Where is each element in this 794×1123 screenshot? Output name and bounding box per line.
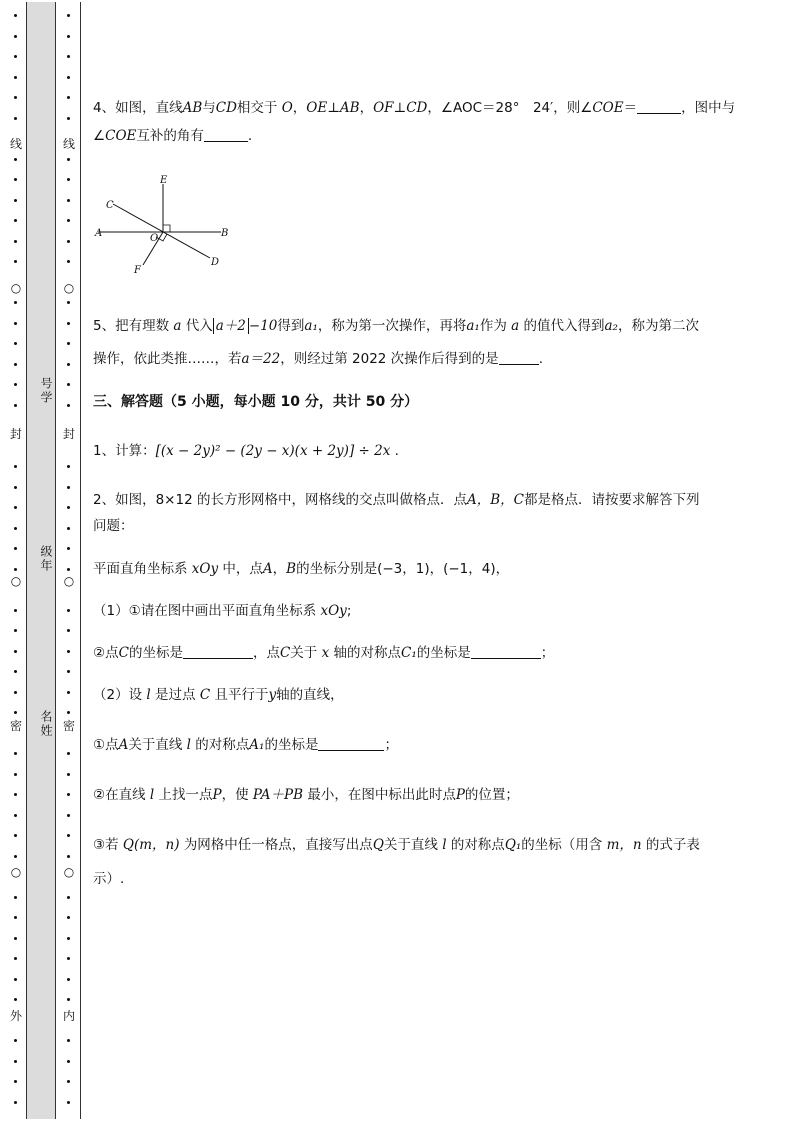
q5-line2: 操作，依此类推……，若a＝22，则经过第 2022 次操作后得到的是 . <box>93 351 543 367</box>
margin-label: 封 <box>9 427 22 441</box>
margin-dot <box>14 55 17 58</box>
margin-dot <box>67 793 70 796</box>
margin-dot <box>14 76 17 79</box>
margin-dot <box>14 834 17 837</box>
margin-dot <box>14 547 17 550</box>
s2-line1: 2、如图，8×12 的长方形网格中，网格线的交点叫做格点．点A，B，C都是格点．请按要求解答下列 <box>93 492 700 508</box>
label-d: D <box>211 257 220 268</box>
margin-dot <box>67 506 70 509</box>
margin-dot <box>67 978 70 981</box>
label-a: A <box>95 228 103 239</box>
margin-dot <box>67 342 70 345</box>
margin-dot <box>67 240 70 243</box>
margin-dot <box>67 363 70 366</box>
margin-dot <box>14 322 17 325</box>
margin-circle: ○ <box>10 574 22 588</box>
margin-dot <box>67 834 70 837</box>
margin-label: 密 <box>62 719 75 733</box>
margin-dot <box>67 96 70 99</box>
right-angle-mark <box>163 225 170 232</box>
margin-dot <box>67 547 70 550</box>
margin-dot <box>67 1080 70 1083</box>
margin-dot <box>14 773 17 776</box>
margin-dot <box>67 568 70 571</box>
margin-dot <box>14 793 17 796</box>
margin-dot <box>67 629 70 632</box>
answer-blank[interactable] <box>183 644 253 659</box>
s2-part2-2: ②在直线 l 上找一点P，使 PA＋PB 最小，在图中标出此时点P的位置； <box>93 787 519 803</box>
margin-dot <box>67 998 70 1001</box>
margin-label: 外 <box>9 1009 22 1023</box>
margin-dot <box>67 650 70 653</box>
margin-dot <box>67 486 70 489</box>
margin-circle: ○ <box>63 281 75 295</box>
margin-dot <box>67 199 70 202</box>
margin-dot <box>67 609 70 612</box>
margin-dot <box>67 896 70 899</box>
margin-dot <box>67 219 70 222</box>
margin-dot <box>67 773 70 776</box>
margin-dot <box>67 691 70 694</box>
margin-dot <box>14 199 17 202</box>
margin-dot <box>14 260 17 263</box>
label-b: B <box>221 228 229 239</box>
margin-dot <box>14 363 17 366</box>
margin-dot <box>67 1101 70 1104</box>
margin-dot <box>14 752 17 755</box>
answer-blank[interactable] <box>318 736 384 751</box>
margin-dot <box>14 691 17 694</box>
margin-dot <box>14 609 17 612</box>
margin-dot <box>67 1060 70 1063</box>
margin-dot <box>67 670 70 673</box>
margin-dot <box>67 814 70 817</box>
margin-dot <box>14 117 17 120</box>
margin-dot <box>14 178 17 181</box>
q4-line1: 4、如图，直线AB与CD相交于 O，OE⊥AB，OF⊥CD，∠AOC＝28° 24′，则∠COE＝ ，图中与 <box>93 100 736 116</box>
margin-dot <box>67 55 70 58</box>
margin-dot <box>67 301 70 304</box>
name-label: 名姓 <box>39 710 53 738</box>
margin-dot <box>67 527 70 530</box>
intersecting-lines-figure <box>93 170 243 280</box>
binding-margin <box>0 0 85 1123</box>
margin-dot <box>14 896 17 899</box>
margin-dot <box>14 916 17 919</box>
margin-dot <box>14 486 17 489</box>
margin-dot <box>14 937 17 940</box>
margin-dot <box>67 260 70 263</box>
s2-line3: 平面直角坐标系 xOy 中，点A，B的坐标分别是(−3，1)，(−1，4)， <box>93 561 510 577</box>
margin-dot <box>67 117 70 120</box>
margin-dot <box>14 650 17 653</box>
margin-dot <box>14 855 17 858</box>
margin-dot <box>67 752 70 755</box>
margin-dot <box>14 1039 17 1042</box>
margin-dot <box>14 711 17 714</box>
s2-part1-2: ②点C的坐标是 ，点C关于 x 轴的对称点C₁的坐标是 ； <box>93 645 555 661</box>
answer-blank[interactable] <box>471 644 541 659</box>
margin-dot <box>14 301 17 304</box>
margin-circle: ○ <box>63 574 75 588</box>
margin-dot <box>14 404 17 407</box>
margin-dot <box>14 1060 17 1063</box>
margin-label: 密 <box>9 719 22 733</box>
answer-blank[interactable] <box>637 99 681 114</box>
margin-dot <box>14 158 17 161</box>
label-o: O <box>150 233 159 244</box>
margin-dot <box>14 14 17 17</box>
margin-dot <box>14 629 17 632</box>
margin-dot <box>14 96 17 99</box>
margin-dot <box>14 670 17 673</box>
label-c: C <box>106 200 114 211</box>
margin-circle: ○ <box>10 865 22 879</box>
s2-part2-3: ③若 Q(m，n) 为网格中任一格点，直接写出点Q关于直线 l 的对称点Q₁的坐标（用含 m，n 的式子表 <box>93 837 700 853</box>
margin-dot <box>67 35 70 38</box>
s2-part2-3-cont: 示）. <box>93 871 125 887</box>
margin-dot <box>14 814 17 817</box>
margin-dot <box>67 158 70 161</box>
s1-line: 1、计算：[(x − 2y)² − (2y − x)(x + 2y)] ÷ 2x . <box>93 443 399 459</box>
margin-dot <box>14 998 17 1001</box>
q5-line1: 5、把有理数 a 代入 a＋2 −10得到a₁，称为第一次操作，再将a₁作为 a 的值代入得到a₂，称为第二次 <box>93 318 699 334</box>
margin-dot <box>67 957 70 960</box>
margin-dot <box>14 1101 17 1104</box>
label-f: F <box>134 265 141 276</box>
margin-dot <box>14 957 17 960</box>
margin-rule <box>80 2 81 1119</box>
margin-label: 线 <box>62 137 75 151</box>
inner-dot-line <box>62 4 76 1119</box>
student-id-label: 号学 <box>39 377 53 405</box>
s2-part1: （1）①请在图中画出平面直角坐标系 xOy; <box>93 603 352 619</box>
outer-dot-line <box>9 4 23 1119</box>
margin-label: 封 <box>62 427 75 441</box>
margin-dot <box>14 383 17 386</box>
q4-line2: ∠COE互补的角有 . <box>93 128 253 144</box>
margin-circle: ○ <box>63 865 75 879</box>
margin-dot <box>14 342 17 345</box>
margin-dot <box>14 568 17 571</box>
margin-dot <box>14 978 17 981</box>
student-info-band <box>26 2 56 1119</box>
grade-label: 级年 <box>39 545 53 573</box>
margin-dot <box>67 383 70 386</box>
line-cd <box>113 204 210 258</box>
margin-label: 线 <box>9 137 22 151</box>
margin-dot <box>67 855 70 858</box>
section-3-heading: 三、解答题（5 小题，每小题 10 分，共计 50 分） <box>93 394 419 410</box>
s2-line2: 问题： <box>93 518 134 534</box>
answer-blank[interactable] <box>204 127 248 142</box>
margin-dot <box>67 404 70 407</box>
margin-dot <box>14 506 17 509</box>
margin-label: 内 <box>62 1009 75 1023</box>
s2-part2: （2）设 l 是过点 C 且平行于y轴的直线， <box>93 687 344 703</box>
margin-dot <box>67 14 70 17</box>
margin-dot <box>67 322 70 325</box>
margin-dot <box>67 937 70 940</box>
answer-blank[interactable] <box>499 350 539 365</box>
margin-dot <box>14 240 17 243</box>
margin-dot <box>67 76 70 79</box>
margin-dot <box>14 35 17 38</box>
margin-dot <box>14 1080 17 1083</box>
label-e: E <box>160 175 168 186</box>
margin-dot <box>14 465 17 468</box>
margin-dot <box>67 711 70 714</box>
margin-circle: ○ <box>10 281 22 295</box>
margin-dot <box>14 527 17 530</box>
s2-part2-1: ①点A关于直线 l 的对称点A₁的坐标是 ； <box>93 737 398 753</box>
margin-dot <box>67 1039 70 1042</box>
margin-dot <box>67 465 70 468</box>
margin-dot <box>67 916 70 919</box>
margin-dot <box>67 178 70 181</box>
margin-dot <box>14 219 17 222</box>
